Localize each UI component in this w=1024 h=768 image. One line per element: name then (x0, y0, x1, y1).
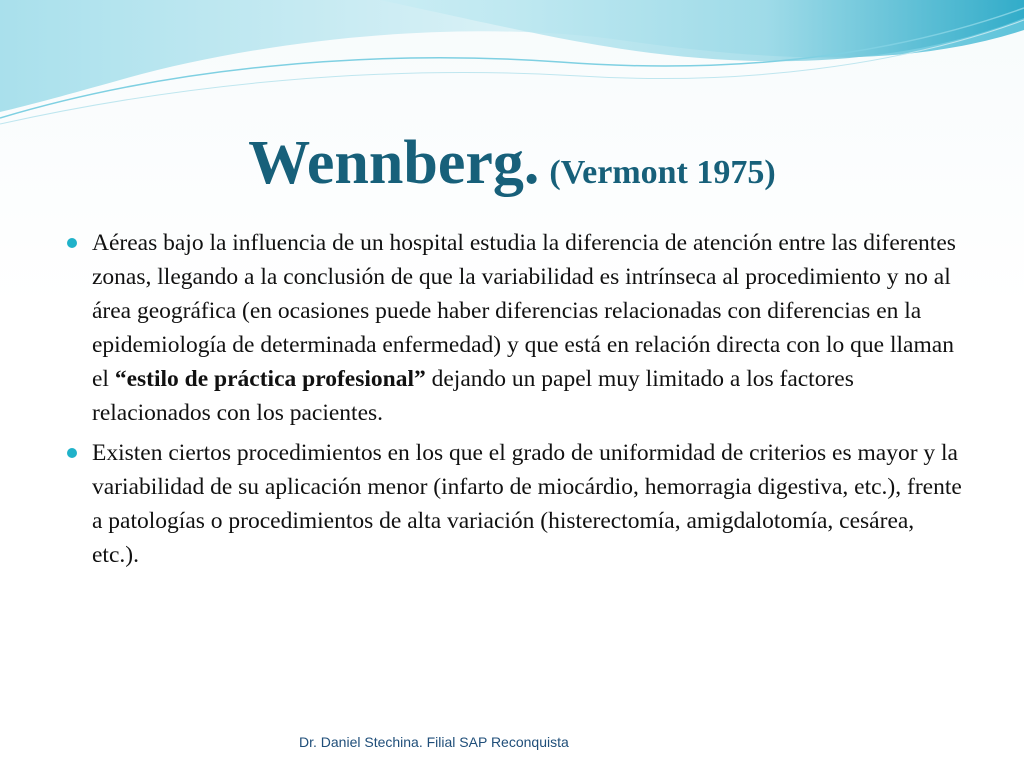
bullet-list (62, 226, 967, 578)
title-main: Wennberg. (248, 129, 540, 197)
slide-footer: Dr. Daniel Stechina. Filial SAP Reconquista (299, 734, 569, 750)
bullet-dot-icon (67, 448, 77, 458)
title-subtitle: (Vermont 1975) (549, 154, 776, 191)
bullet-1-text-before: Aéreas bajo la influencia de un hospital estudia la diferencia de atención entre las diferentes zonas, llegando a la conclusión de que la variabilidad es intrínseca al procedimiento y no al área geográfica (en ocasiones puede haber diferencias relacionadas con diferencias en la epidemiología de determinada enfermedad) y que está en relación directa con lo que llaman el (92, 230, 956, 392)
bullet-item-2 (62, 436, 967, 572)
bullet-2-text: Existen ciertos procedimientos en los que el grado de uniformidad de criterios es mayor y la variabilidad de su aplicación menor (infarto de miocárdio, hemorragia digestiva, etc.), frente a patologías o procedimientos de alta variación (histerectomía, amigdalotomía, cesárea, etc.). (92, 440, 962, 568)
bullet-item-1 (62, 226, 967, 430)
bullet-dot-icon (67, 238, 77, 248)
slide-title (0, 128, 1024, 199)
bullet-1-bold-text: “estilo de práctica profesional” (114, 366, 426, 392)
header-wave-decoration (0, 0, 1024, 130)
bullet-1-text-after: dejando un papel muy limitado a los factores relacionados con los pacientes. (92, 366, 854, 426)
